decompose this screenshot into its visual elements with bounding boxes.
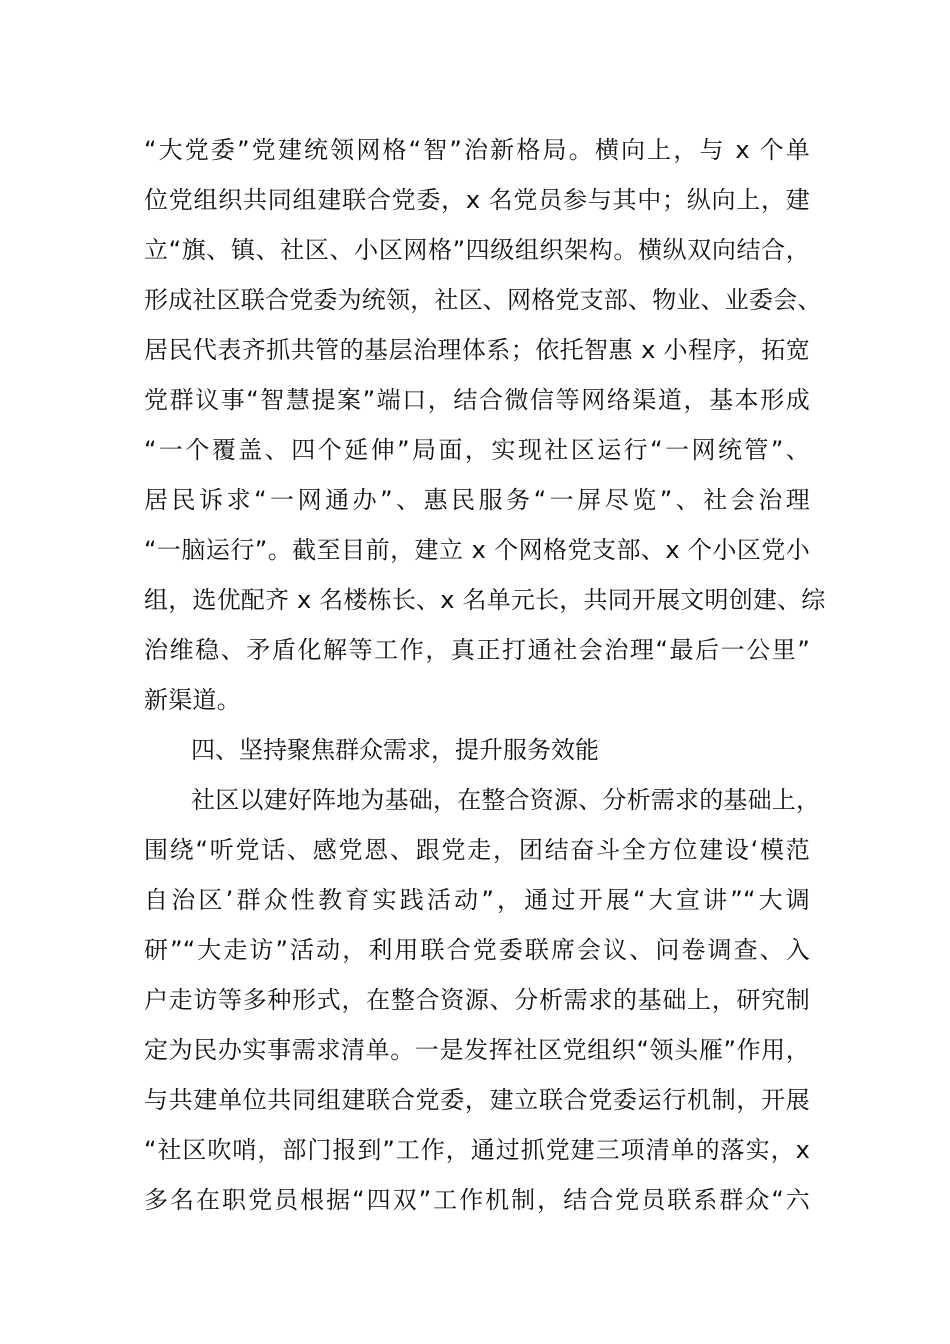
paragraph-line: “一个覆盖、四个延伸”局面，实现社区运行“一网统管”、: [144, 436, 810, 464]
paragraph-line: “一脑运行”。截至目前，建立 x 个网格党支部、x 个小区党小: [144, 536, 810, 564]
paragraph-line: 自治区’群众性教育实践活动”，通过开展“大宣讲”“大调: [144, 886, 810, 914]
paragraph-line: “大党委”党建统领网格“智”治新格局。横向上，与 x 个单: [144, 136, 810, 164]
paragraph-line: 居民代表齐抓共管的基层治理体系；依托智惠 x 小程序，拓宽: [144, 336, 810, 364]
section-heading: 四、坚持聚焦群众需求，提升服务效能: [191, 736, 599, 764]
paragraph-line: “社区吹哨，部门报到”工作，通过抓党建三项清单的落实，x: [144, 1136, 810, 1164]
paragraph-line: 社区以建好阵地为基础，在整合资源、分析需求的基础上，: [191, 786, 821, 814]
paragraph-line: 围绕“听党话、感党恩、跟党走，团结奋斗全方位建设‘模范: [144, 836, 810, 864]
paragraph-line: 位党组织共同组建联合党委，x 名党员参与其中；纵向上，建: [144, 186, 810, 214]
paragraph-line: 立“旗、镇、社区、小区网格”四级组织架构。横纵双向结合，: [144, 236, 810, 264]
paragraph-service-efficiency: [144, 775, 821, 1225]
paragraph-line: 党群议事“智慧提案”端口，结合微信等网络渠道，基本形成: [144, 386, 810, 414]
paragraph-line: 治维稳、矛盾化解等工作，真正打通社会治理“最后一公里”: [144, 636, 810, 664]
paragraph-line: 居民诉求“一网通办”、惠民服务“一屏尽览”、社会治理: [144, 486, 810, 514]
paragraph-line: 户走访等多种形式，在整合资源、分析需求的基础上，研究制: [144, 986, 810, 1014]
paragraph-line: 形成社区联合党委为统领，社区、网格党支部、物业、业委会、: [144, 286, 822, 314]
paragraph-line: 定为民办实事需求清单。一是发挥社区党组织“领头雁”作用，: [144, 1036, 810, 1064]
paragraph-line: 研”“大走访”活动，利用联合党委联席会议、问卷调查、入: [144, 936, 810, 964]
paragraph-line: 组，选优配齐 x 名楼栋长、x 名单元长，共同开展文明创建、综: [144, 586, 826, 614]
paragraph-line: 与共建单位共同组建联合党委，建立联合党委运行机制，开展: [144, 1086, 810, 1114]
paragraph-line: 新渠道。: [144, 686, 241, 714]
paragraph-grid-governance: [144, 125, 826, 725]
paragraph-line: 多名在职党员根据“四双”工作机制，结合党员联系群众“六: [144, 1186, 810, 1214]
